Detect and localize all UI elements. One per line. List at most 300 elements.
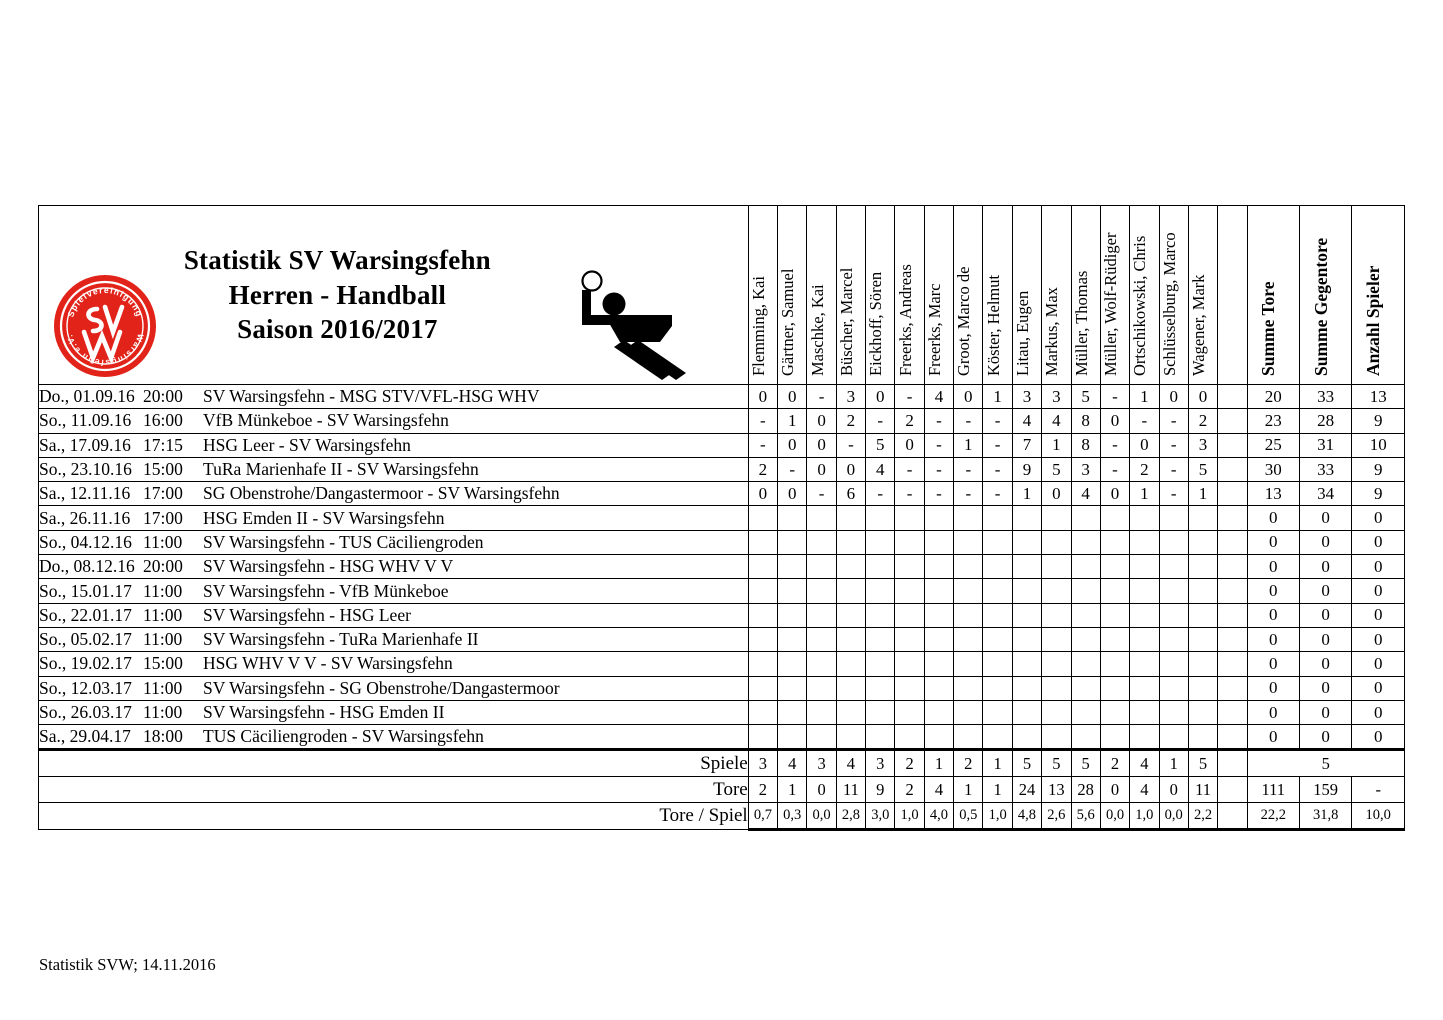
player-header: Büscher, Marcel (836, 206, 865, 385)
player-score-cell: 2 (836, 409, 865, 433)
totals-row-tore (39, 777, 1405, 803)
player-score-cell (866, 603, 895, 627)
spacer-cell (1218, 676, 1247, 700)
title-line-3: Saison 2016/2017 (237, 314, 438, 345)
player-score-cell (836, 579, 865, 603)
player-score-cell (1130, 725, 1159, 750)
player-score-cell (924, 579, 953, 603)
player-score-cell (1188, 506, 1217, 530)
spacer-header (1218, 206, 1247, 385)
match-fixture: SV Warsingsfehn - TuRa Marienhafe II (203, 629, 479, 650)
player-score-cell (1188, 652, 1217, 676)
totals-player-cell: 24 (1012, 777, 1041, 803)
player-score-cell: - (954, 457, 983, 481)
match-time: 17:00 (143, 507, 183, 528)
match-fixture: SV Warsingsfehn - MSG STV/VFL-HSG WHV (203, 386, 540, 407)
match-label (39, 385, 749, 409)
player-score-cell (866, 579, 895, 603)
player-score-cell: - (1100, 385, 1129, 409)
cell-summe-gegentore: 31 (1299, 433, 1351, 457)
match-time: 20:00 (143, 386, 183, 407)
player-score-cell (1042, 579, 1071, 603)
player-score-cell (1159, 506, 1188, 530)
player-score-cell (1042, 603, 1071, 627)
totals-player-cell: 1,0 (983, 803, 1012, 830)
player-score-cell (924, 652, 953, 676)
player-score-cell: 6 (836, 482, 865, 506)
player-score-cell: 0 (866, 385, 895, 409)
player-score-cell (1188, 603, 1217, 627)
cell-summe-tore: 0 (1247, 700, 1299, 724)
player-score-cell: 3 (1188, 433, 1217, 457)
player-score-cell (748, 676, 777, 700)
player-score-cell: - (866, 409, 895, 433)
player-score-cell: - (1159, 457, 1188, 481)
player-score-cell (954, 579, 983, 603)
spacer-cell (1218, 627, 1247, 651)
sheet-caption: Statistik SVW; 14.11.2016 (39, 955, 216, 974)
player-score-cell (1188, 579, 1217, 603)
player-score-cell (895, 555, 924, 579)
totals-player-cell: 4 (836, 750, 865, 777)
player-score-cell (807, 555, 836, 579)
player-score-cell (983, 676, 1012, 700)
player-score-cell (1071, 506, 1100, 530)
cell-summe-gegentore: 0 (1299, 700, 1351, 724)
player-score-cell: 0 (748, 482, 777, 506)
player-score-cell: - (895, 385, 924, 409)
totals-player-cell: 5 (1012, 750, 1041, 777)
player-score-cell (954, 652, 983, 676)
player-score-cell: 0 (1188, 385, 1217, 409)
match-time: 11:00 (143, 531, 183, 552)
player-score-cell (836, 530, 865, 554)
totals-player-cell: 3 (807, 750, 836, 777)
player-score-cell (836, 725, 865, 750)
player-score-cell (1012, 506, 1041, 530)
player-score-cell (748, 725, 777, 750)
cell-anzahl-spieler: 9 (1352, 409, 1405, 433)
player-score-cell (1159, 530, 1188, 554)
title-line-1: Statistik SV Warsingsfehn (183, 245, 491, 276)
match-time: 11:00 (143, 604, 183, 625)
table-row (39, 579, 1405, 603)
player-score-cell (778, 627, 807, 651)
player-score-cell: 1 (1188, 482, 1217, 506)
totals-player-cell: 3 (748, 750, 777, 777)
player-score-cell: 0 (807, 457, 836, 481)
cell-anzahl-spieler: 0 (1352, 530, 1405, 554)
player-score-cell (924, 627, 953, 651)
player-score-cell (1100, 579, 1129, 603)
player-score-cell (954, 530, 983, 554)
player-score-cell (1188, 530, 1217, 554)
match-rows-body (39, 385, 1405, 750)
player-header: Müller, Wolf-Rüdiger (1100, 206, 1129, 385)
player-header: Markus, Max (1042, 206, 1071, 385)
player-score-cell: 0 (778, 385, 807, 409)
match-date: Do., 08.12.16 (39, 556, 135, 577)
player-score-cell (748, 603, 777, 627)
player-score-cell (895, 652, 924, 676)
table-row (39, 457, 1405, 481)
match-date: Sa., 17.09.16 (39, 434, 131, 455)
totals-player-cell: 5,6 (1071, 803, 1100, 830)
cell-summe-gegentore: 28 (1299, 409, 1351, 433)
player-score-cell: - (924, 457, 953, 481)
match-date: So., 15.01.17 (39, 580, 132, 601)
match-time: 11:00 (143, 629, 183, 650)
player-score-cell (1188, 627, 1217, 651)
player-score-cell (983, 627, 1012, 651)
cell-anzahl-spieler: 10 (1352, 433, 1405, 457)
player-score-cell: 0 (1130, 433, 1159, 457)
player-score-cell: 4 (924, 385, 953, 409)
player-score-cell (1012, 627, 1041, 651)
spacer-cell (1218, 603, 1247, 627)
player-score-cell (954, 627, 983, 651)
page-title (166, 243, 621, 347)
player-score-cell (807, 627, 836, 651)
match-date: So., 26.03.17 (39, 702, 132, 722)
player-score-cell (1159, 579, 1188, 603)
match-time: 11:00 (143, 580, 183, 601)
totals-player-cell: 2,6 (1042, 803, 1071, 830)
cell-summe-gegentore: 0 (1299, 555, 1351, 579)
player-score-cell (748, 530, 777, 554)
player-score-cell: 0 (1100, 409, 1129, 433)
cell-anzahl-spieler: 0 (1352, 676, 1405, 700)
cell-summe-gegentore: 0 (1299, 603, 1351, 627)
totals-player-cell: 5 (1042, 750, 1071, 777)
player-score-cell: - (1100, 433, 1129, 457)
player-score-cell (1159, 676, 1188, 700)
player-score-cell (1042, 700, 1071, 724)
player-score-cell (924, 603, 953, 627)
player-score-cell (1071, 652, 1100, 676)
totals-player-cell: 4 (924, 777, 953, 803)
player-score-cell (924, 676, 953, 700)
match-label (39, 725, 749, 750)
cell-summe-tore: 0 (1247, 652, 1299, 676)
spacer-cell (1218, 803, 1247, 830)
cell-anzahl-spieler: 9 (1352, 457, 1405, 481)
player-header: Wagener, Mark (1188, 206, 1217, 385)
player-score-cell: 2 (748, 457, 777, 481)
player-score-cell: - (983, 409, 1012, 433)
player-score-cell (924, 506, 953, 530)
player-score-cell (983, 725, 1012, 750)
table-row (39, 433, 1405, 457)
player-score-cell: - (954, 409, 983, 433)
table-row (39, 725, 1405, 750)
match-label (39, 433, 749, 457)
player-score-cell: 5 (1071, 385, 1100, 409)
table-row (39, 482, 1405, 506)
player-score-cell: 1 (1130, 482, 1159, 506)
totals-player-cell: 0,5 (954, 803, 983, 830)
player-score-cell: - (1130, 409, 1159, 433)
player-score-cell: 0 (1042, 482, 1071, 506)
player-score-cell (1130, 555, 1159, 579)
cell-summe-tore: 0 (1247, 579, 1299, 603)
player-score-cell: 4 (866, 457, 895, 481)
totals-player-cell: 2 (895, 750, 924, 777)
match-label (39, 627, 749, 651)
player-score-cell: - (1159, 409, 1188, 433)
spacer-cell (1218, 433, 1247, 457)
club-logo (53, 274, 157, 378)
player-score-cell (778, 652, 807, 676)
cell-summe-gegentore: 0 (1299, 579, 1351, 603)
player-score-cell (954, 725, 983, 750)
cell-summe-tore: 25 (1247, 433, 1299, 457)
player-score-cell: 3 (1071, 457, 1100, 481)
cell-anzahl-spieler: 0 (1352, 652, 1405, 676)
player-score-cell (1071, 555, 1100, 579)
player-score-cell (1130, 652, 1159, 676)
spacer-cell (1218, 750, 1247, 777)
player-score-cell: 0 (807, 433, 836, 457)
handball-player-icon (572, 268, 692, 380)
match-label (39, 579, 749, 603)
player-score-cell: - (778, 457, 807, 481)
totals-player-cell: 2,2 (1188, 803, 1217, 830)
player-score-cell (1100, 627, 1129, 651)
player-score-cell (1130, 603, 1159, 627)
player-score-cell: - (983, 482, 1012, 506)
player-score-cell (778, 603, 807, 627)
player-score-cell (866, 530, 895, 554)
match-label (39, 700, 749, 724)
player-header: Müller, Thomas (1071, 206, 1100, 385)
match-time: 18:00 (143, 726, 183, 747)
player-score-cell (895, 530, 924, 554)
svg-text:Spielvereinigung: Spielvereinigung (65, 284, 145, 319)
match-time: 15:00 (143, 653, 183, 674)
player-score-cell: 4 (1012, 409, 1041, 433)
cell-anzahl-spieler: 0 (1352, 506, 1405, 530)
spacer-cell (1218, 385, 1247, 409)
cell-summe-tore: 0 (1247, 530, 1299, 554)
player-score-cell (983, 579, 1012, 603)
player-score-cell (1042, 555, 1071, 579)
player-score-cell (1100, 555, 1129, 579)
player-score-cell (748, 627, 777, 651)
player-score-cell (866, 555, 895, 579)
cell-summe-gegentore: 0 (1299, 725, 1351, 750)
cell-summe-tore: 0 (1247, 725, 1299, 750)
player-score-cell: 2 (1188, 409, 1217, 433)
player-score-cell: - (895, 482, 924, 506)
match-label (39, 506, 749, 530)
player-score-cell: 0 (748, 385, 777, 409)
player-score-cell: 5 (1042, 457, 1071, 481)
totals-summe-tore: 111 (1247, 777, 1299, 803)
title-line-2: Herren - Handball (228, 279, 447, 310)
totals-player-cell: 0,0 (1100, 803, 1129, 830)
player-score-cell (983, 652, 1012, 676)
player-score-cell (807, 530, 836, 554)
player-header: Gärtner, Samuel (778, 206, 807, 385)
match-date: So., 12.03.17 (39, 677, 132, 698)
player-score-cell (748, 700, 777, 724)
player-score-cell (807, 506, 836, 530)
match-date: So., 23.10.16 (39, 459, 132, 480)
player-score-cell (895, 725, 924, 750)
player-score-cell: 0 (836, 457, 865, 481)
table-row (39, 603, 1405, 627)
player-score-cell (778, 676, 807, 700)
player-score-cell (748, 579, 777, 603)
player-score-cell (1188, 700, 1217, 724)
match-label (39, 457, 749, 481)
cell-summe-gegentore: 0 (1299, 676, 1351, 700)
totals-player-cell: 1 (778, 777, 807, 803)
title-block (39, 206, 749, 385)
totals-player-cell: 4,8 (1012, 803, 1041, 830)
match-label (39, 409, 749, 433)
player-score-cell (1130, 627, 1159, 651)
cell-summe-gegentore: 33 (1299, 457, 1351, 481)
summary-header-anzahl-spieler: Anzahl Spieler (1352, 206, 1405, 385)
totals-summe-gegentore: 31,8 (1299, 803, 1351, 830)
match-fixture: HSG WHV V V - SV Warsingsfehn (203, 653, 453, 674)
match-time: 11:00 (143, 702, 183, 722)
player-score-cell (1071, 627, 1100, 651)
player-score-cell: 5 (866, 433, 895, 457)
player-score-cell (1159, 555, 1188, 579)
player-score-cell (1100, 676, 1129, 700)
player-score-cell (807, 652, 836, 676)
player-score-cell: 0 (778, 433, 807, 457)
player-score-cell (1042, 676, 1071, 700)
totals-player-cell: 4,0 (924, 803, 953, 830)
match-fixture: HSG Emden II - SV Warsingsfehn (203, 507, 445, 528)
player-score-cell (836, 506, 865, 530)
totals-player-cell: 1 (954, 777, 983, 803)
player-score-cell (895, 506, 924, 530)
player-score-cell: - (954, 482, 983, 506)
totals-player-cell: 3 (866, 750, 895, 777)
player-score-cell (866, 725, 895, 750)
player-score-cell: 0 (954, 385, 983, 409)
player-score-cell (1100, 506, 1129, 530)
spacer-cell (1218, 579, 1247, 603)
player-score-cell (1159, 652, 1188, 676)
player-score-cell: - (836, 433, 865, 457)
player-score-cell (807, 725, 836, 750)
player-score-cell: 2 (895, 409, 924, 433)
table-row (39, 506, 1405, 530)
player-score-cell (1130, 579, 1159, 603)
match-label (39, 555, 749, 579)
totals-label-tore: Tore (39, 777, 749, 803)
player-score-cell (1071, 530, 1100, 554)
summary-header-summe-tore: Summe Tore (1247, 206, 1299, 385)
player-score-cell (778, 700, 807, 724)
cell-anzahl-spieler: 0 (1352, 725, 1405, 750)
spacer-cell (1218, 530, 1247, 554)
player-header: Freerks, Marc (924, 206, 953, 385)
player-score-cell (1012, 725, 1041, 750)
player-score-cell: 1 (954, 433, 983, 457)
totals-summe-gegentore: 159 (1299, 777, 1351, 803)
player-score-cell (954, 700, 983, 724)
statistics-table (38, 205, 1405, 831)
player-score-cell: 4 (1071, 482, 1100, 506)
player-score-cell (748, 506, 777, 530)
player-header: Flemming, Kai (748, 206, 777, 385)
match-fixture: VfB Münkeboe - SV Warsingsfehn (203, 410, 449, 431)
player-score-cell (1130, 676, 1159, 700)
player-score-cell (1188, 555, 1217, 579)
totals-player-cell: 0 (807, 777, 836, 803)
player-score-cell (807, 676, 836, 700)
player-score-cell (836, 627, 865, 651)
player-score-cell (1071, 603, 1100, 627)
match-fixture: HSG Leer - SV Warsingsfehn (203, 434, 411, 455)
player-score-cell (1130, 530, 1159, 554)
player-score-cell: 0 (895, 433, 924, 457)
match-fixture: SG Obenstrohe/Dangastermoor - SV Warsingsfehn (203, 483, 560, 504)
player-score-cell: - (866, 482, 895, 506)
match-time: 16:00 (143, 410, 183, 431)
table-row (39, 530, 1405, 554)
player-score-cell (924, 725, 953, 750)
player-score-cell: 2 (1130, 457, 1159, 481)
player-header: Eickhoff, Sören (866, 206, 895, 385)
player-score-cell (1042, 652, 1071, 676)
spacer-cell (1218, 506, 1247, 530)
player-header: Freerks, Andreas (895, 206, 924, 385)
totals-anzahl-spieler: 10,0 (1352, 803, 1405, 830)
match-date: So., 05.02.17 (39, 629, 132, 650)
totals-player-cell: 2 (895, 777, 924, 803)
totals-player-cell: 3,0 (866, 803, 895, 830)
player-score-cell: 0 (1100, 482, 1129, 506)
cell-summe-tore: 13 (1247, 482, 1299, 506)
player-score-cell: - (748, 409, 777, 433)
cell-summe-gegentore: 33 (1299, 385, 1351, 409)
player-score-cell (1012, 652, 1041, 676)
cell-summe-tore: 0 (1247, 603, 1299, 627)
player-score-cell (983, 700, 1012, 724)
player-score-cell (1130, 506, 1159, 530)
player-score-cell: - (983, 457, 1012, 481)
spacer-cell (1218, 652, 1247, 676)
player-score-cell (748, 652, 777, 676)
totals-player-cell: 2 (1100, 750, 1129, 777)
player-score-cell (924, 555, 953, 579)
player-score-cell (1012, 603, 1041, 627)
player-score-cell (778, 530, 807, 554)
player-score-cell: 3 (1042, 385, 1071, 409)
match-fixture: SV Warsingsfehn - HSG Emden II (203, 702, 445, 722)
player-score-cell: 1 (1130, 385, 1159, 409)
player-score-cell (807, 700, 836, 724)
totals-player-cell: 9 (866, 777, 895, 803)
player-score-cell (866, 676, 895, 700)
totals-footer (39, 750, 1405, 830)
totals-player-cell: 2 (954, 750, 983, 777)
cell-summe-gegentore: 0 (1299, 652, 1351, 676)
table-row (39, 409, 1405, 433)
player-header: Groot, Marco de (954, 206, 983, 385)
match-date: So., 11.09.16 (39, 410, 132, 431)
match-date: Sa., 12.11.16 (39, 483, 131, 504)
player-score-cell: 1 (1042, 433, 1071, 457)
